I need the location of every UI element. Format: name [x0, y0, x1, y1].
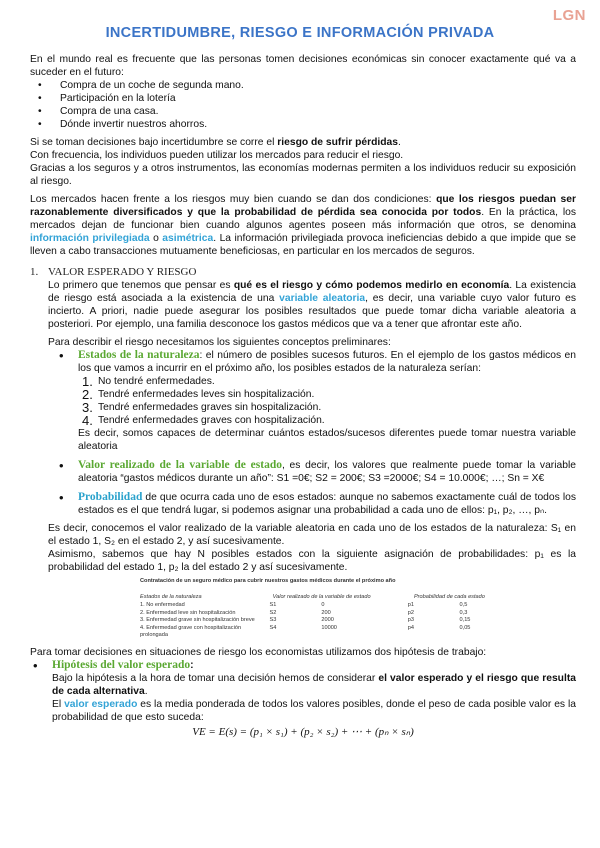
list-item: • Dónde invertir nuestros ahorros.	[30, 118, 576, 131]
list-item: • Hipótesis del valor esperado: Bajo la hipótesis a la hora de tomar una decisión hemos de considerar el valor esperado y el riesgo que resulta de cada alternativa. El valor esperado es la media ponderada de todos los valores posibles, donde el peso de cada posible valor es la probabilidad de que esto suceda:	[22, 659, 576, 724]
state-item: 1. No tendré enfermedades.	[78, 375, 576, 388]
table-row: 4. Enfermedad grave con hospitalización prolongada S4 10000 p4 0,05	[140, 624, 471, 638]
intro-paragraph: En el mundo real es frecuente que las personas tomen decisiones económicas sin conocer exactamente qué va a suceder en el futuro:	[30, 54, 576, 78]
probability-paragraph: Asimismo, sabemos que hay N posibles estados con la siguiente asignación de probabilidades: p₁ es la probabilidad del estado 1, p₂ la del estado 2 y así sucesivamente.	[48, 549, 576, 573]
list-item: • Estados de la naturaleza: el número de posibles sucesos futuros. En el ejemplo de los gastos médicos en los que vamos a incurrir en el próximo año, los posibles estados de la naturaleza serían: 1. No tendré enfermedades. 2. Tendré enfermedades leves sin hospitalización. 3. Tendré enfermedades graves sin hospitalización. 4. Tendré enfermedades graves con hospitalización. Es decir, somos capaces de determinar cuántos estados/sucesos diferentes puede tomar nuestra variable aleatoria	[48, 349, 576, 453]
section-intro-paragraph: Lo primero que tenemos que pensar es qué es el riesgo y cómo podemos medirlo en economía. La existencia de riesgo está asociada a la existencia de una variable aleatoria, es decir, una variable cuyo valor futuro es incierto. A priori, nadie puede asegurar los posibles resultados que puede tomar dicha variable aleatoria a posteriori. Por ejemplo, una familia desconoce los gastos médicos que va a tener que afrontar este año.	[48, 280, 577, 330]
table-row: 3. Enfermedad grave sin hospitalización breve S3 2000 p3 0,15	[140, 617, 471, 623]
list-item: • Compra de una casa.	[30, 105, 576, 118]
document-body	[30, 53, 576, 739]
table-row: 2. Enfermedad leve sin hospitalización S2 200 p2 0,3	[140, 609, 468, 616]
list-item: • Compra de un coche de segunda mano.	[30, 79, 576, 92]
state-item: 3. Tendré enfermedades graves sin hospitalización.	[78, 401, 576, 414]
concepts-paragraph: Para describir el riesgo necesitamos los siguientes conceptos preliminares:	[48, 337, 391, 348]
example-table	[140, 578, 520, 640]
table-header: Estados de la naturaleza Valor realizado de la variable de estado Probabilidad de cada estado	[140, 593, 485, 600]
concepts-list	[48, 349, 576, 517]
risk-paragraph: Si se toman decisiones bajo incertidumbre se corre el riesgo de sufrir pérdidas.	[30, 137, 401, 148]
hypotheses-list	[22, 659, 576, 724]
section-body	[30, 279, 576, 640]
expected-value-formula: VE = E(s) = (p₁ × s₁) + (p₂ × s₂) + ⋯ + (pₙ × sₙ)	[192, 725, 414, 738]
conditions-paragraph: Los mercados hacen frente a los riesgos muy bien cuando se dan dos condiciones: que los riesgos puedan ser razonablemente diversificados y que la probabilidad de pérdida sea conocida por todos. En la práctica, los mercados dejan de funcionar bien cuando algunos agentes poseen más información que otros, se denomina información privilegiada o asimétrica. La información privilegiada provoca ineficiencias debido a que impide que se lleven a cabo transacciones mutuamente beneficiosas, en particular en los mercados de seguros.	[30, 194, 576, 257]
state-item: 4. Tendré enfermedades graves con hospitalización.	[78, 414, 576, 427]
state-item: 2. Tendré enfermedades leves sin hospitalización.	[78, 388, 576, 401]
states-list	[78, 375, 576, 427]
markets-paragraph: Con frecuencia, los individuos pueden utilizar los mercados para reducir el riesgo.	[30, 150, 404, 161]
list-item: • Valor realizado de la variable de estado, es decir, los valores que realmente puede tomar la variable aleatoria “gastos médicos durante un año”: S1 =0€; S2 = 200€; S3 =2000€; S4 = 10.000€; …; Sn = X€	[48, 459, 576, 485]
table-row: 1. No enfermedad S1 0 p1 0,5	[140, 602, 468, 608]
page-title: INCERTIDUMBRE, RIESGO E INFORMACIÓN PRIVADA	[105, 25, 495, 41]
intro-bullet-list	[30, 79, 576, 131]
realized-paragraph: Es decir, conocemos el valor realizado de la variable aleatoria en cada uno de los estados de la naturaleza: S₁ en el estado 1, S₂ en el estado 2, y así sucesivamente.	[48, 523, 576, 547]
section-heading: 1. VALOR ESPERADO Y RIESGO	[30, 266, 197, 278]
logo: LGN	[552, 7, 586, 24]
list-item: • Participación en la lotería	[30, 92, 576, 105]
list-item: • Probabilidad de que ocurra cada uno de esos estados: aunque no sabemos exactamente cuál de todos los estados es el que tendrá lugar, si podemos asignar una probabilidad a cada uno de ellos: p₁, p₂, …, pₙ.	[48, 491, 576, 517]
table-caption: Contratación de un seguro médico para cubrir nuestros gastos médicos durante el próximo año	[140, 578, 396, 584]
hypotheses-paragraph: Para tomar decisiones en situaciones de riesgo los economistas utilizamos dos hipótesis de trabajo:	[30, 646, 487, 658]
insurance-paragraph: Gracias a los seguros y a otros instrumentos, las economías modernas permiten a los individuos reducir su exposición al riesgo.	[30, 163, 576, 187]
